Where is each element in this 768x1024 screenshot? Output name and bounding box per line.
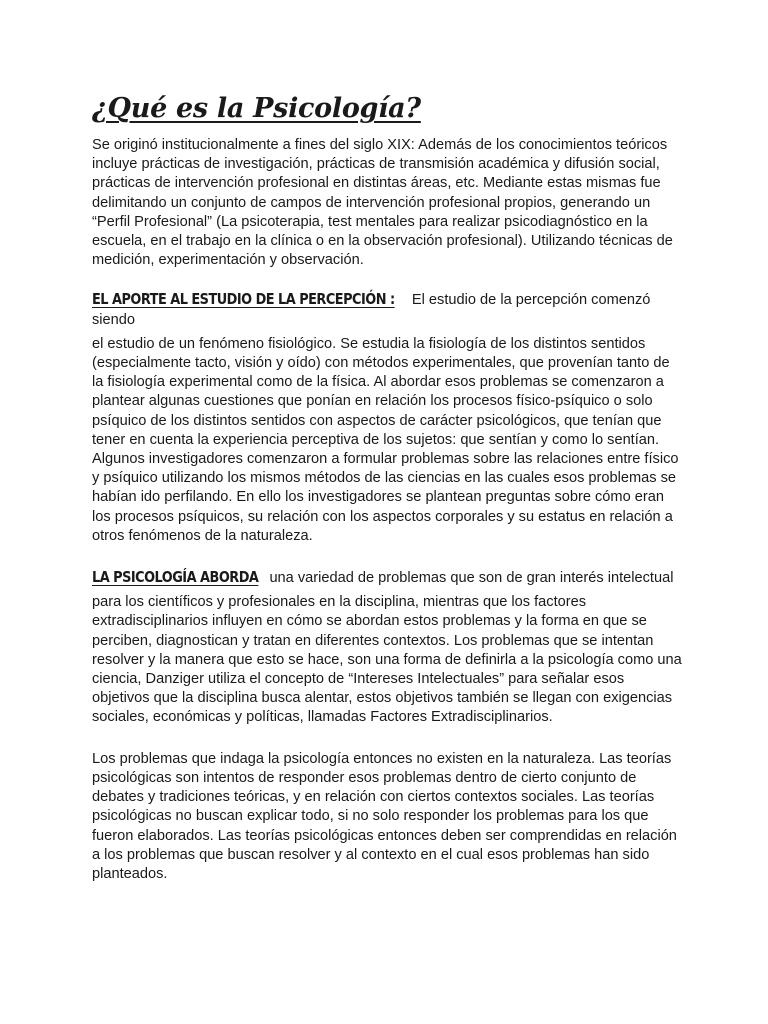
- intro-paragraph: Se originó institucionalmente a fines del siglo XIX: Además de los conocimientos teóricos incluye prácticas de investigación, prácticas de transmisión académica y difusión social, prácticas de intervención profesional en distintas áreas, etc. Mediante estas mismas fue delimitando un conjunto de campos de intervención profesional propios, generando un “Perfil Profesional” (La psicoterapia, test mentales para realizar psicodiagnóstico en la escuela, en el trabajo en la clínica o en la observación profesional). Utilizando técnicas de medición, experimentación y observación.: [92, 137, 673, 269]
- section-problems-body: Los problemas que indaga la psicología entonces no existen en la naturaleza. Las teorías psicológicas son intentos de responder esos problemas dentro de cierto conjunto de debates y tradiciones teóricas, y en relación con ciertos contextos sociales. Las teorías psicológicas no buscan explicar todo, si no solo responder los problemas para los que fueron elaborados. Las teorías psicológicas entonces deben ser comprendidas en relación a los problemas que buscan resolver y al contexto en el cual esos problemas han sido planteados.: [92, 750, 677, 882]
- section-psychology-lead: una variedad de problemas que son de gran interés intelectual: [269, 570, 674, 587]
- section-psychology-heading: LA PSICOLOGÍA ABORDA: [92, 568, 259, 587]
- section-perception-first-line: [92, 290, 682, 329]
- section-perception: [92, 290, 682, 546]
- document-page: [92, 92, 682, 884]
- section-problems: [92, 750, 682, 884]
- section-psychology-body: para los científicos y profesionales en la disciplina, mientras que los factores extradisciplinarios influyen en cómo se abordan estos problemas y la forma en que se perciben, diagnostican y tratan en diferentes contextos. Los problemas que se intentan resolver y la manera que esto se hace, son una forma de definirla a la psicología como una ciencia, Danziger utiliza el concepto de “Intereses Intelectuales” para señalar esos objetivos que la disciplina busca alentar, estos objetivos también se llegan con exigencias sociales, económicas y políticas, llamadas Factores Extradisciplinarios.: [92, 594, 682, 726]
- document-title: ¿Qué es la Psicología?: [92, 93, 421, 124]
- section-psychology-first-line: [92, 568, 682, 588]
- section-perception-body: el estudio de un fenómeno fisiológico. Se estudia la fisiología de los distintos sentidos (especialmente tacto, visión y oído) con métodos experimentales, que provenían tanto de la fisiología experimental como de la física. Al abordar esos problemas se comenzaron a plantear algunas cuestiones que ponían en relación los procesos físico-psíquico o solo psíquico de los distintos sentidos con aspectos de carácter psicológicos, que tenían que tener en cuenta la experiencia perceptiva de los sujetos: que sentían y como lo sentían. Algunos investigadores comenzaron a formular problemas sobre las relaciones entre físico y psíquico utilizando los mismos métodos de las ciencias en las cuales esos problemas se habían ido perfilando. En ello los investigadores se plantean preguntas sobre cómo eran los procesos psíquicos, su relación con los aspectos corporales y su estatus en relación a otros fenómenos de la naturaleza.: [92, 335, 679, 544]
- section-psychology-addresses: [92, 568, 682, 728]
- section-perception-heading: EL APORTE AL ESTUDIO DE LA PERCEPCIÓN :: [92, 290, 395, 309]
- section-perception-lead: El estudio de la percepción comenzó siendo: [92, 292, 651, 328]
